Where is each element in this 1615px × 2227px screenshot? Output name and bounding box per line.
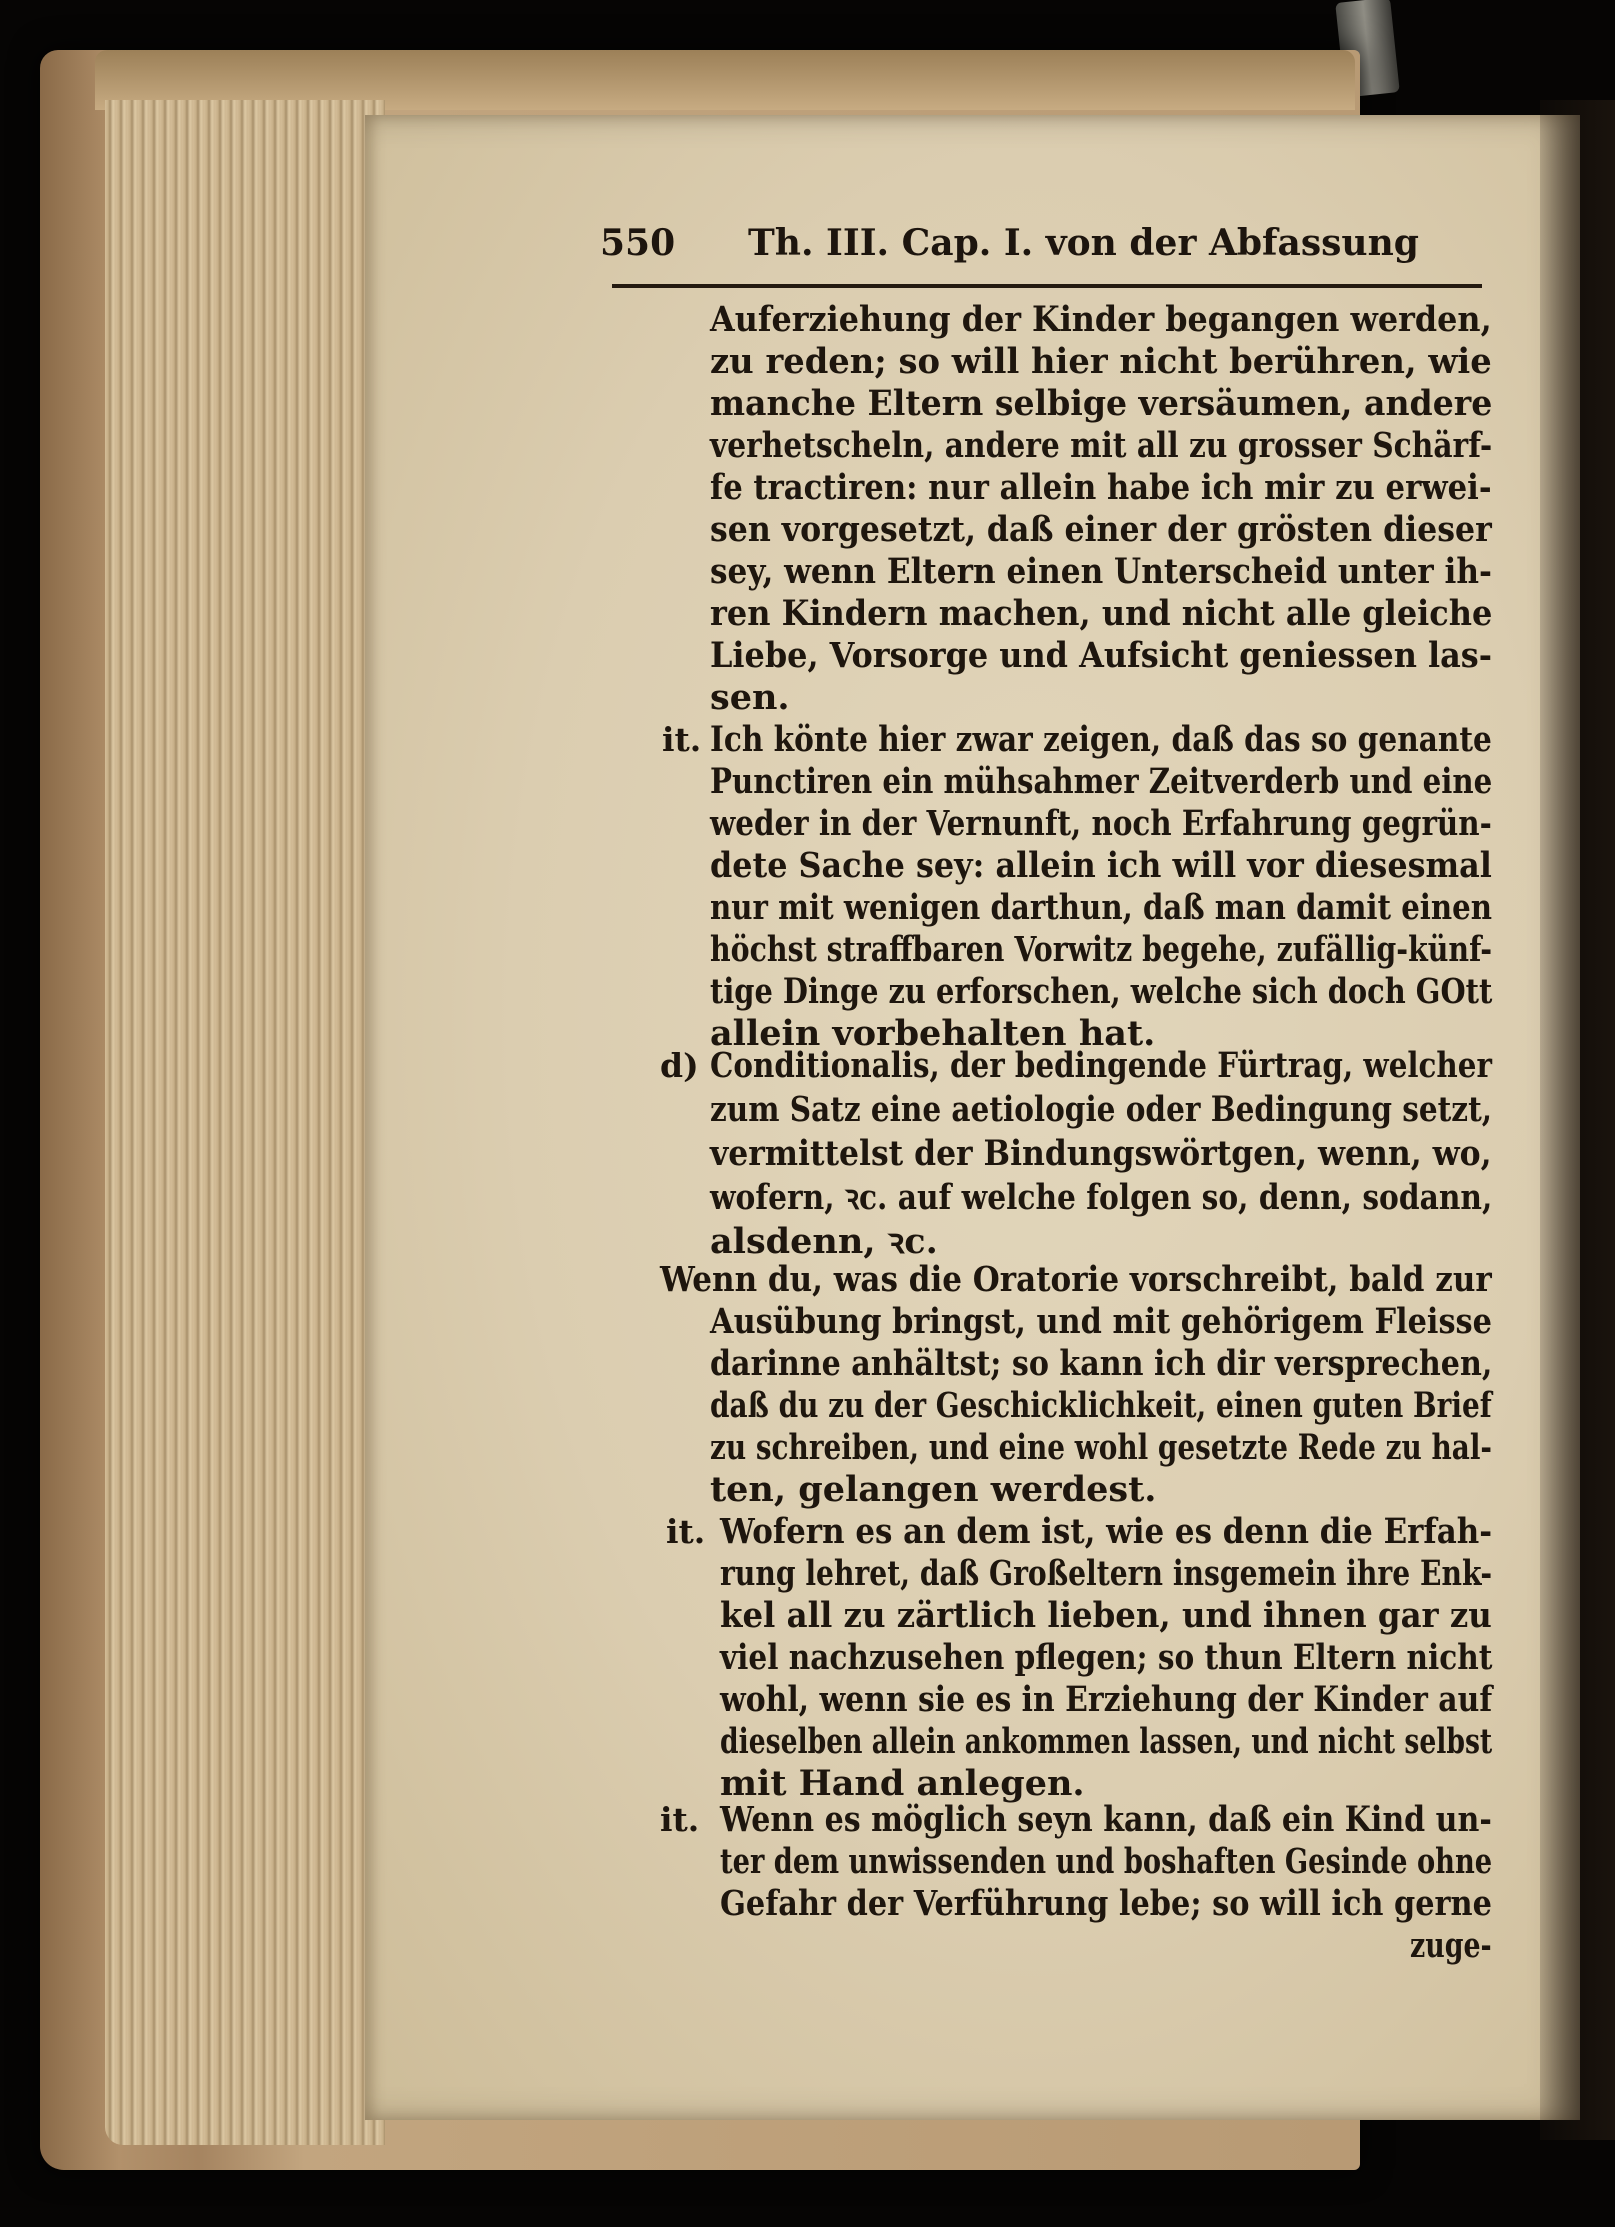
text-line: daß du zu der Geschicklichkeit, einen guten Brief (710, 1385, 1492, 1426)
gutter-shadow (1540, 100, 1615, 2140)
page-stack (105, 100, 385, 2145)
text-line: sen. (710, 677, 790, 718)
paragraph-marker: it. (662, 720, 702, 759)
paragraph-marker: it. (660, 1800, 700, 1839)
text-line: ten, gelangen werdest. (710, 1469, 1157, 1510)
text-line: ren Kindern machen, und nicht alle gleiche (710, 593, 1493, 634)
text-line: zu schreiben, und eine wohl gesetzte Rede zu hal- (710, 1427, 1493, 1468)
text-line: allein vorbehalten hat. (710, 1013, 1156, 1054)
text-line: dieselben allein ankommen lassen, und nicht selbst (720, 1721, 1493, 1762)
text-line: dete Sache sey: allein ich will vor diesesmal (710, 845, 1492, 886)
text-line: wohl, wenn sie es in Erziehung der Kinder auf (720, 1679, 1493, 1720)
text-line: verhetscheln, andere mit all zu grosser Schärf- (710, 425, 1493, 466)
text-line: wofern, ꝛc. auf welche folgen so, denn, sodann, (710, 1177, 1493, 1218)
text-line: mit Hand anlegen. (720, 1763, 1085, 1804)
text-line: manche Eltern selbige versäumen, andere (710, 383, 1493, 424)
text-line: ter dem unwissenden und boshaften Gesinde ohne (720, 1841, 1493, 1882)
text-line: sen vorgesetzt, daß einer der grösten dieser (710, 509, 1492, 550)
header-rule (612, 284, 1482, 288)
text-line: Conditionalis, der bedingende Fürtrag, welcher (710, 1045, 1492, 1086)
paragraph-marker: d) (660, 1046, 699, 1085)
text-line: weder in der Vernunft, noch Erfahrung gegrün- (710, 803, 1492, 844)
text-line: vermittelst der Bindungswörtgen, wenn, wo, (710, 1133, 1492, 1174)
text-line: tige Dinge zu erforschen, welche sich doch GOtt (710, 971, 1493, 1012)
text-line: Auferziehung der Kinder begangen werden, (710, 299, 1492, 340)
text-line: viel nachzusehen pflegen; so thun Eltern nicht (720, 1637, 1493, 1678)
text-line: rung lehret, daß Großeltern insgemein ihre Enk- (720, 1553, 1493, 1594)
text-line: nur mit wenigen darthun, daß man damit einen (710, 887, 1493, 928)
page-number: 550 (600, 222, 676, 264)
text-line: sey, wenn Eltern einen Unterscheid unter ih- (710, 551, 1492, 592)
text-line: Wofern es an dem ist, wie es denn die Erfah- (720, 1511, 1493, 1552)
text-line: fe tractiren: nur allein habe ich mir zu erwei- (710, 467, 1492, 508)
text-line: höchst straffbaren Vorwitz begehe, zufällig-künf- (710, 929, 1493, 970)
catchword: zuge- (1410, 1925, 1492, 1966)
text-line: Wenn du, was die Oratorie vorschreibt, bald zur (660, 1259, 1492, 1300)
text-line: Liebe, Vorsorge und Aufsicht geniessen las- (710, 635, 1492, 676)
paragraph-marker: it. (666, 1512, 706, 1551)
text-line: darinne anhältst; so kann ich dir versprechen, (710, 1343, 1493, 1384)
running-header (600, 222, 1480, 278)
text-line: Punctiren ein mühsahmer Zeitverderb und eine (710, 761, 1493, 802)
text-line: alsdenn, ꝛc. (710, 1221, 938, 1262)
text-line: zu reden; so will hier nicht berühren, wie (710, 341, 1492, 382)
text-line: kel all zu zärtlich lieben, und ihnen gar zu (720, 1595, 1492, 1636)
text-line: Gefahr der Verführung lebe; so will ich gerne (720, 1883, 1492, 1924)
running-title: Th. III. Cap. I. von der Abfassung (748, 222, 1419, 264)
text-line: zum Satz eine aetiologie oder Bedingung setzt, (710, 1089, 1493, 1130)
text-line: Ausübung bringst, und mit gehörigem Fleisse (710, 1301, 1492, 1342)
text-line: Ich könte hier zwar zeigen, daß das so genante (710, 719, 1492, 760)
text-line: Wenn es möglich seyn kann, daß ein Kind un- (720, 1799, 1492, 1840)
